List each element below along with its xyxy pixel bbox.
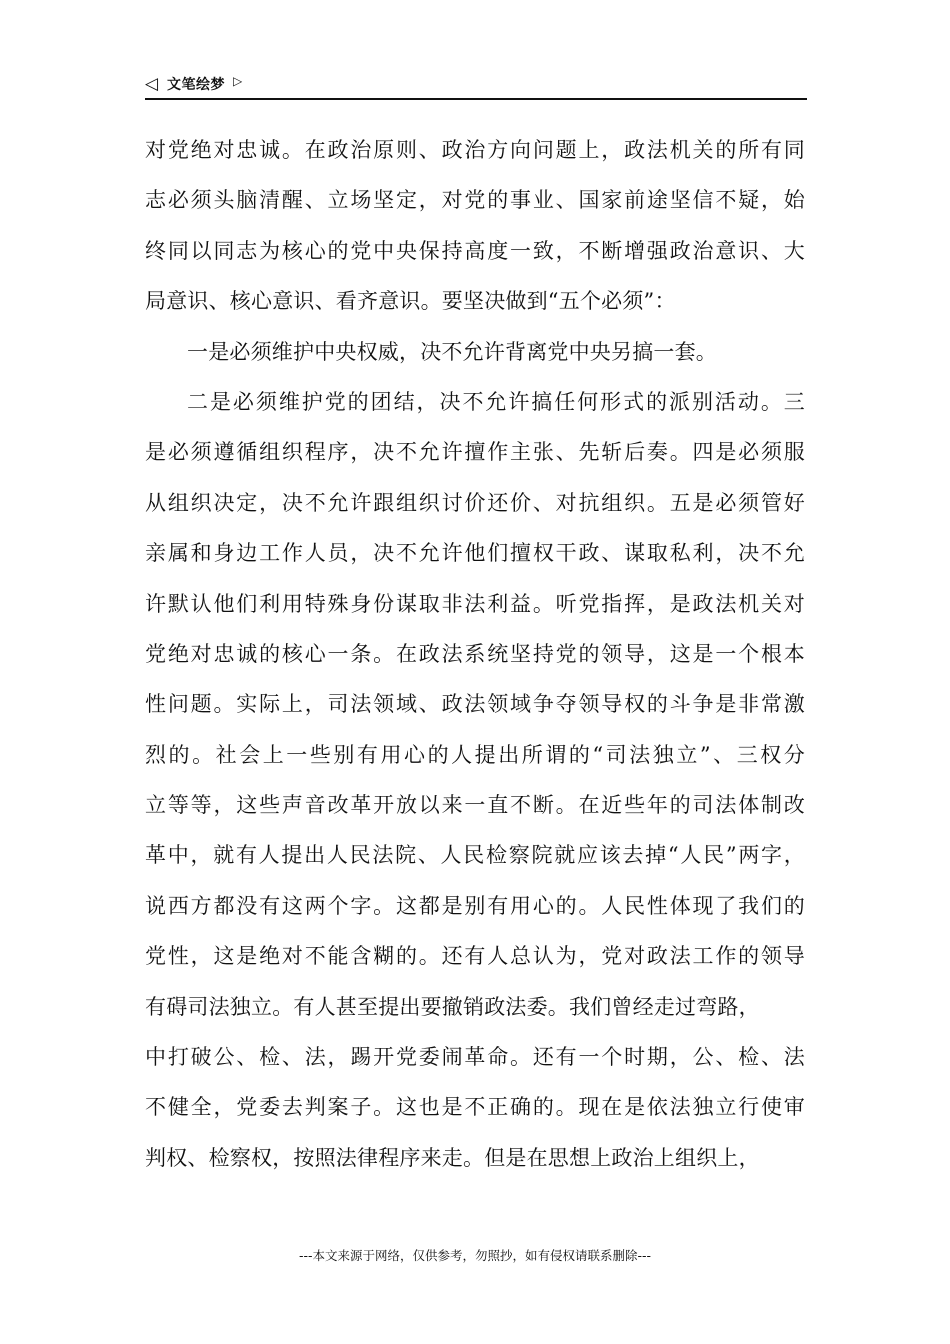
- text-line: 党性，这是绝对不能含糊的。还有人总认为，党对政法工作的领导: [145, 944, 805, 969]
- text-line: 终同以同志为核心的党中央保持高度一致，不断增强政治意识、大: [145, 238, 805, 263]
- text-line: 对党绝对忠诚。在政治原则、政治方向问题上，政法机关的所有同: [145, 138, 805, 162]
- text-line: 是必须遵循组织程序，决不允许擅作主张、先斩后奏。四是必须服: [145, 440, 805, 465]
- text-line: 许默认他们利用特殊身份谋取非法利益。听党指挥，是政法机关对: [145, 591, 805, 616]
- text-line: 志必须头脑清醒、立场坚定，对党的事业、国家前途坚信不疑，始: [145, 188, 805, 213]
- text-line: 说西方都没有这两个字。这都是别有用心的。人民性体现了我们的: [145, 893, 805, 918]
- text-line: 性问题。实际上，司法领域、政法领域争夺领导权的斗争是非常激: [145, 692, 805, 717]
- page-header: [145, 72, 807, 100]
- document-body: [145, 134, 805, 1192]
- text-line: 中打破公、检、法，踢开党委闹革命。还有一个时期，公、检、法: [145, 1045, 805, 1070]
- text-line: 判权、检察权，按照法律程序来走。但是在思想上政治上组织上，: [145, 1145, 760, 1170]
- paragraph-line: 二是必须维护党的团结，决不允许搞任何形式的派别活动。三: [187, 389, 805, 414]
- footer-disclaimer: ---本文来源于网络，仅供参考，勿照抄，如有侵权请联系删除---: [298, 1248, 652, 1263]
- text-line: 从组织决定，决不允许跟组织讨价还价、对抗组织。五是必须管好: [145, 490, 805, 515]
- text-line: 不健全，党委去判案子。这也是不正确的。现在是依法独立行使审: [145, 1095, 805, 1120]
- text-line: 革中，就有人提出人民法院、人民检察院就应该去掉“人民”两字，: [145, 843, 805, 868]
- triangle-right-icon: ▷: [233, 74, 243, 88]
- text-line: 亲属和身边工作人员，决不允许他们擅权干政、谋取私利，决不允: [145, 541, 805, 566]
- paragraph-line: 一是必须维护中央权威，决不允许背离党中央另搞一套。: [187, 339, 717, 364]
- text-line: 有碍司法独立。有人甚至提出要撤销政法委。我们曾经走过弯路，: [145, 994, 760, 1019]
- text-line: 局意识、核心意识、看齐意识。要坚决做到“五个必须”：: [145, 289, 676, 314]
- text-line: 烈的。社会上一些别有用心的人提出所谓的“司法独立”、三权分: [145, 742, 805, 767]
- triangle-left-icon: ◁: [145, 74, 159, 94]
- header-title: 文笔绘梦: [167, 77, 225, 93]
- text-line: 立等等，这些声音改革开放以来一直不断。在近些年的司法体制改: [145, 793, 805, 818]
- text-line: 党绝对忠诚的核心一条。在政法系统坚持党的领导，这是一个根本: [145, 641, 805, 666]
